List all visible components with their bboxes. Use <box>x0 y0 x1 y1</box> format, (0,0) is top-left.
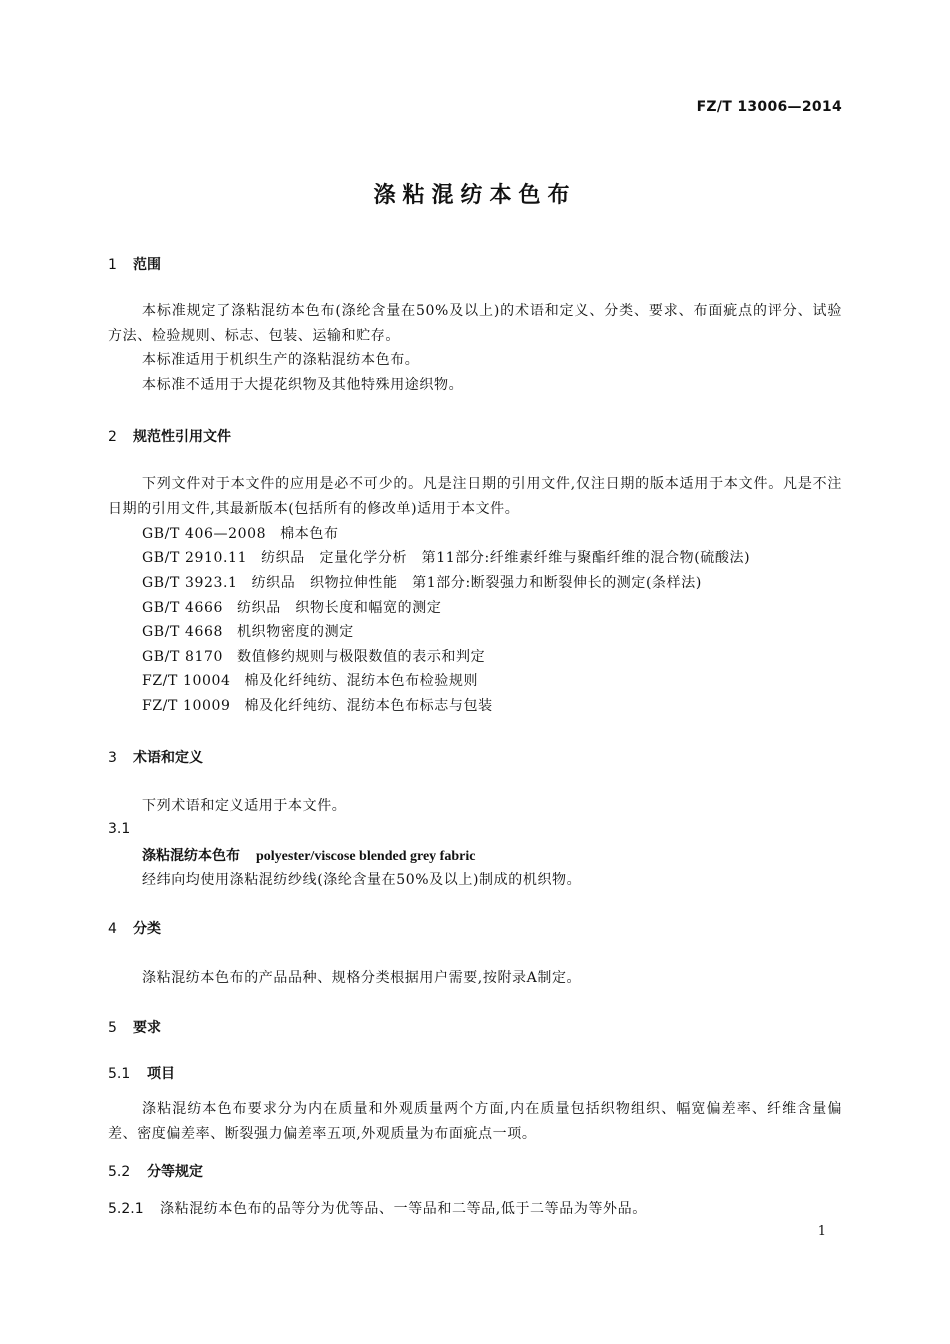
scope-paragraph-1: 本标准规定了涤粘混纺本色布(涤纶含量在50%及以上)的术语和定义、分类、要求、布面疵点的评分、试验方法、检验规则、标志、包装、运输和贮存。 <box>108 303 842 344</box>
section-3-heading <box>108 747 203 767</box>
reference-code: GB/T 3923.1 <box>142 575 238 591</box>
reference-title: 纺织品 定量化学分析 第11部分:纤维素纤维与聚酯纤维的混合物(硫酸法) <box>261 550 751 566</box>
reference-item <box>142 548 750 568</box>
subsection-title: 项目 <box>147 1066 175 1082</box>
document-title: 涤粘混纺本色布 <box>373 183 577 208</box>
section-number: 5 <box>108 1020 117 1036</box>
section-number: 4 <box>108 921 117 937</box>
reference-item <box>142 598 441 618</box>
term-definition: 经纬向均使用涤粘混纺纱线(涤纶含量在50%及以上)制成的机织物。 <box>142 872 582 888</box>
subsection-number: 5.1 <box>108 1066 131 1082</box>
references-intro: 下列文件对于本文件的应用是必不可少的。凡是注日期的引用文件,仅注日期的版本适用于本文件。凡是不注日期的引用文件,其最新版本(包括所有的修改单)适用于本文件。 <box>108 476 842 517</box>
reference-item <box>142 573 702 593</box>
subsection-number: 5.2 <box>108 1164 131 1180</box>
reference-code: GB/T 406—2008 <box>142 526 267 542</box>
subsection-title: 分等规定 <box>147 1164 203 1180</box>
classification-paragraph: 涤粘混纺本色布的产品品种、规格分类根据用户需要,按附录A制定。 <box>142 970 582 986</box>
reference-code: GB/T 2910.11 <box>142 550 248 566</box>
section-1-heading <box>108 254 161 274</box>
items-paragraph: 涤粘混纺本色布要求分为内在质量和外观质量两个方面,内在质量包括织物组织、幅宽偏差率、纤维含量偏差、密度偏差率、断裂强力偏差率五项,外观质量为布面疵点一项。 <box>108 1101 842 1142</box>
reference-item <box>142 524 339 544</box>
reference-code: GB/T 8170 <box>142 649 224 665</box>
reference-title: 棉及化纤纯纺、混纺本色布标志与包装 <box>244 698 493 714</box>
section-2-heading <box>108 426 231 446</box>
reference-item <box>142 671 478 691</box>
standard-code: FZ/T 13006—2014 <box>696 99 842 115</box>
section-title: 规范性引用文件 <box>133 429 231 445</box>
scope-paragraph-2: 本标准适用于机织生产的涤粘混纺本色布。 <box>142 352 420 368</box>
reference-code: FZ/T 10004 <box>142 673 231 689</box>
reference-title: 纺织品 织物拉伸性能 第1部分:断裂强力和断裂伸长的测定(条样法) <box>251 575 702 591</box>
section-title: 术语和定义 <box>133 750 203 766</box>
subsection-5-2-heading <box>108 1161 203 1181</box>
reference-title: 数值修约规则与极限数值的表示和判定 <box>237 649 486 665</box>
reference-item <box>142 622 354 642</box>
reference-code: GB/T 4666 <box>142 600 224 616</box>
reference-item <box>142 647 485 667</box>
section-title: 分类 <box>133 921 161 937</box>
subsection-5-1-heading <box>108 1063 175 1083</box>
term-chinese: 涤粘混纺本色布 <box>142 848 240 864</box>
reference-title: 机织物密度的测定 <box>237 624 354 640</box>
reference-title: 棉本色布 <box>280 526 339 542</box>
section-5-heading <box>108 1017 161 1037</box>
reference-code: GB/T 4668 <box>142 624 224 640</box>
page-number: 1 <box>817 1224 826 1239</box>
clause-5-2-1 <box>108 1198 647 1218</box>
reference-item <box>142 696 493 716</box>
term-english: polyester/viscose blended grey fabric <box>256 849 476 864</box>
clause-number: 5.2.1 <box>108 1201 144 1217</box>
clause-text: 涤粘混纺本色布的品等分为优等品、一等品和二等品,低于二等品为等外品。 <box>160 1201 647 1217</box>
reference-code: FZ/T 10009 <box>142 698 231 714</box>
term-heading <box>142 845 475 865</box>
section-number: 2 <box>108 429 117 445</box>
section-title: 范围 <box>133 257 161 273</box>
section-number: 1 <box>108 257 117 273</box>
section-title: 要求 <box>133 1020 161 1036</box>
section-4-heading <box>108 918 161 938</box>
term-number: 3.1 <box>108 821 131 837</box>
terms-intro: 下列术语和定义适用于本文件。 <box>142 798 347 814</box>
section-number: 3 <box>108 750 117 766</box>
scope-paragraph-3: 本标准不适用于大提花织物及其他特殊用途织物。 <box>142 377 464 393</box>
reference-title: 纺织品 织物长度和幅宽的测定 <box>237 600 442 616</box>
reference-title: 棉及化纤纯纺、混纺本色布检验规则 <box>244 673 479 689</box>
